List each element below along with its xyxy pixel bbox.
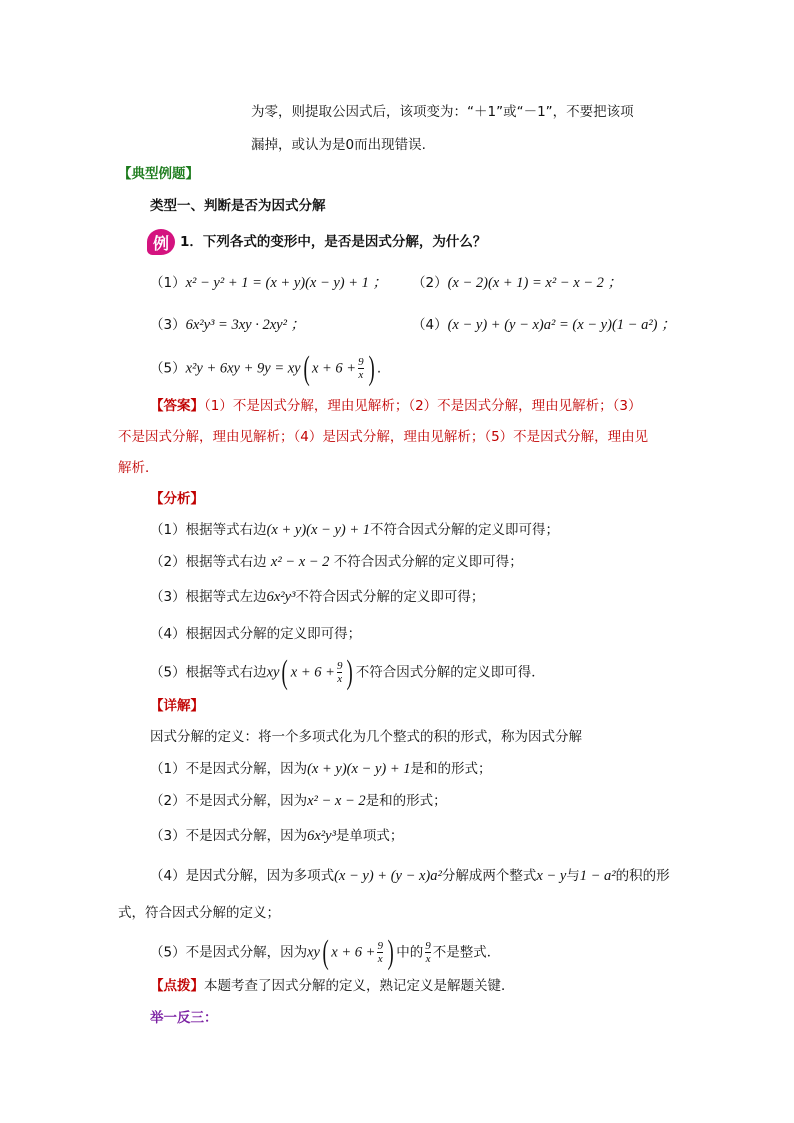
analysis-item-3: （3）根据等式左边6x²y³不符合因式分解的定义即可得； [150, 589, 485, 605]
detail-item-2: （2）不是因式分解，因为x² − x − 2是和的形式； [150, 793, 447, 809]
analysis-item-1: （1）根据等式右边(x + y)(x − y) + 1不符合因式分解的定义即可得； [150, 522, 560, 538]
example-item-1: （1）x² − y² + 1 = (x + y)(x − y) + 1 ； [150, 275, 388, 291]
answer-line-1: 【答案】（1）不是因式分解，理由见解析；（2）不是因式分解，理由见解析；（3） [150, 398, 642, 414]
practice-title: 举一反三： [150, 1010, 218, 1026]
analysis-tag: 【分析】 [150, 491, 204, 507]
example-item-2: （2）(x − 2)(x + 1) = x² − x − 2 ； [412, 275, 623, 291]
detail-tag: 【详解】 [150, 698, 204, 714]
intro-line-2: 漏掉，或认为是0而出现错误. [251, 137, 426, 153]
detail-definition: 因式分解的定义：将一个多项式化为几个整式的积的形式，称为因式分解 [150, 729, 582, 745]
tip-line: 【点拨】本题考查了因式分解的定义，熟记定义是解题关键． [150, 978, 515, 994]
answer-tag: 【答案】 [150, 398, 204, 414]
example-badge: 例 [147, 229, 175, 255]
example-question: 1．下列各式的变形中，是否是因式分解，为什么？ [180, 234, 487, 250]
detail-item-4: （4）是因式分解，因为多项式(x − y) + (y − x)a²分解成两个整式x − y与1 − a²的积的形 [150, 868, 670, 884]
example-item-5: （5）x²y + 6xy + 9y = xy( x + 6 + $\frac{9}{x}$ ) . [150, 349, 382, 387]
analysis-item-5: （5）根据等式右边xy( x + 6 + $\frac{9}{x}$ ) 不符合因式分解的定义即可得． [150, 653, 545, 691]
detail-item-4-cont: 式，符合因式分解的定义； [118, 905, 280, 921]
answer-line-2: 不是因式分解，理由见解析；（4）是因式分解，理由见解析；（5）不是因式分解，理由见 [118, 429, 649, 445]
example-item-4: （4）(x − y) + (y − x)a² = (x − y)(1 − a²) ； [412, 317, 676, 333]
type-title: 类型一、判断是否为因式分解 [150, 198, 326, 214]
analysis-item-4: （4）根据因式分解的定义即可得； [150, 626, 362, 642]
example-item-3: （3）6x²y³ = 3xy · 2xy² ； [150, 317, 306, 333]
detail-item-1: （1）不是因式分解，因为(x + y)(x − y) + 1是和的形式； [150, 761, 492, 777]
tip-tag: 【点拨】 [150, 978, 204, 994]
answer-line-3: 解析． [118, 460, 159, 476]
detail-item-3: （3）不是因式分解，因为6x²y³是单项式； [150, 828, 404, 844]
analysis-item-2: （2）根据等式右边 x² − x − 2 不符合因式分解的定义即可得； [150, 554, 523, 570]
intro-line-1: 为零，则提取公因式后，该项变为：“＋1”或“－1”，不要把该项 [251, 104, 634, 120]
detail-item-5: （5）不是因式分解，因为xy( x + 6 + $\frac{9}{x}$ ) 中的 $\frac{9}{x}$ 不是整式． [150, 933, 501, 971]
section-title: 【典型例题】 [118, 166, 199, 182]
